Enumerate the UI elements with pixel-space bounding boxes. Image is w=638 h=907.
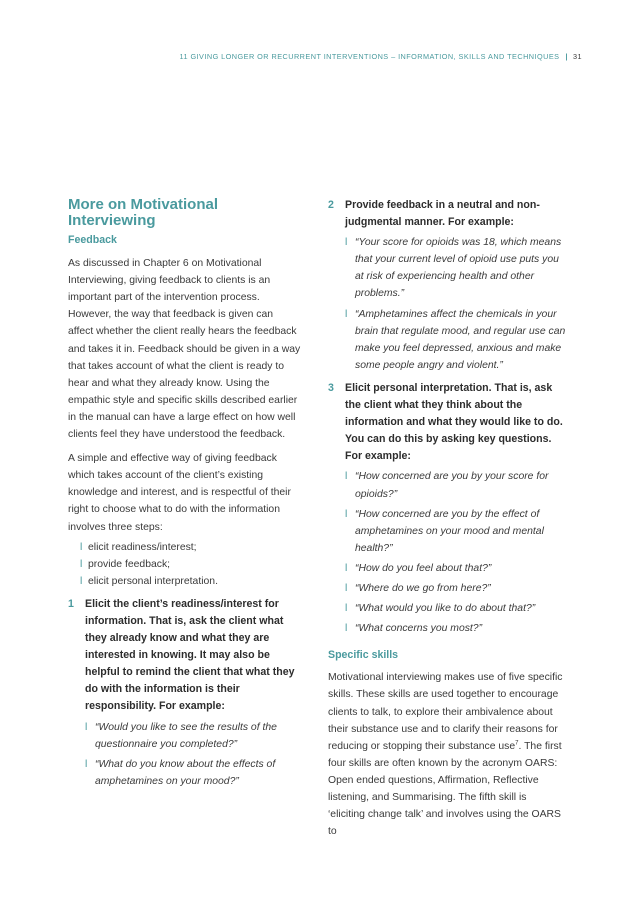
paragraph-three-steps: A simple and effective way of giving feedback which takes account of the client’s existing knowledge and interest, and is respectful of their right to choose what to do with the information involves three steps: xyxy=(68,453,291,533)
paragraph-feedback-intro: As discussed in Chapter 6 on Motivational Interviewing, giving feedback to clients is an important part of the intervention process. However, the way that feedback is given can affect whether the client really hears the feedback and takes it in. Feedback should be given in a way that takes account of what the client is ready to hear and what they already know. Using the empathic style and specific skills described earlier in the manual can have a large effect on how well clients feel they have understood the feedback. xyxy=(68,258,301,441)
bullet-icon: l xyxy=(345,603,348,615)
list-item-text: elicit personal interpretation. xyxy=(88,575,218,587)
quote-item xyxy=(85,719,301,753)
section-title-line-2: Interviewing xyxy=(68,212,156,229)
example-quotes xyxy=(85,719,301,790)
quote-item xyxy=(85,756,301,790)
right-column xyxy=(328,197,566,840)
item-body xyxy=(345,380,566,637)
list-item-text: elicit readiness/interest; xyxy=(88,541,197,553)
list-item xyxy=(68,573,301,590)
running-title: 11 GIVING LONGER OR RECURRENT INTERVENTIONS – INFORMATION, SKILLS AND TECHNIQUES xyxy=(179,52,560,61)
example-quotes xyxy=(345,468,566,637)
quote-text: “Your score for opioids was 18, which means that your current level of opioid use puts you at risk of experiencing health and other problems.” xyxy=(355,237,562,300)
quote-item xyxy=(345,506,566,557)
footnote-ref: 7 xyxy=(515,740,519,747)
example-quotes xyxy=(345,234,566,374)
subheading-specific-skills: Specific skills xyxy=(328,649,399,662)
subheading-feedback: Feedback xyxy=(68,234,117,246)
numbered-item-3 xyxy=(328,380,566,637)
bullet-icon: l xyxy=(345,582,348,594)
paragraph-specific-skills xyxy=(328,669,566,840)
quote-item xyxy=(345,306,566,374)
quote-item xyxy=(345,234,566,302)
item-heading: Elicit the client’s readiness/interest for information. That is, ask the client what they already know and what they are interested in knowing. It may also be helpful to remind the client that what they do with the information is their responsibility. For example: xyxy=(85,597,295,713)
bullet-icon: l xyxy=(80,575,83,587)
bullet-icon: l xyxy=(85,758,88,770)
header-separator: | xyxy=(565,52,568,61)
bullet-icon: l xyxy=(345,623,348,635)
item-heading: Provide feedback in a neutral and non-judgmental manner. For example: xyxy=(345,199,540,229)
numbered-item-2 xyxy=(328,197,566,374)
item-body xyxy=(345,197,566,374)
quote-text: “How do you feel about that?” xyxy=(355,562,492,574)
quote-text: “How concerned are you by the effect of amphetamines on your mood and mental health?” xyxy=(355,508,544,554)
bullet-icon: l xyxy=(345,508,348,520)
quote-text: “What concerns you most?” xyxy=(355,623,483,635)
quote-text: “What would you like to do about that?” xyxy=(355,603,536,615)
section-title xyxy=(68,197,301,229)
quote-text: “What do you know about the effects of amphetamines on your mood?” xyxy=(95,758,276,787)
item-number: 3 xyxy=(328,381,334,394)
bullet-icon: l xyxy=(80,558,83,570)
quote-item xyxy=(345,620,566,637)
skills-text-b: . The first four skills are often known by the acronym OARS: Open ended questions, Affirmation, Reflective listening, and Summarising. The fifth skill is ‘eliciting change talk’ and involves using the OARS to xyxy=(328,740,562,838)
item-heading: Elicit personal interpretation. That is, ask the client what they think about the information and what they would like to do. You can do this by asking key questions. For example: xyxy=(345,381,563,463)
quote-item xyxy=(345,468,566,502)
numbered-item-1 xyxy=(68,596,301,790)
quote-text: “Amphetamines affect the chemicals in your brain that regulate mood, and regular use can make you feel depressed, anxious and make some people angry and violent.” xyxy=(355,308,566,371)
list-item xyxy=(68,539,301,556)
quote-text: “How concerned are you by your score for opioids?” xyxy=(355,471,549,500)
item-body xyxy=(85,596,301,790)
left-column xyxy=(68,197,301,790)
quote-item xyxy=(345,580,566,597)
section-title-line-1: More on Motivational xyxy=(68,196,218,213)
page-number: 31 xyxy=(572,52,582,61)
quote-item xyxy=(345,600,566,617)
list-item xyxy=(68,556,301,573)
bullet-icon: l xyxy=(345,562,348,574)
bullet-icon: l xyxy=(345,308,348,320)
item-number: 1 xyxy=(68,597,74,610)
quote-text: “Would you like to see the results of the questionnaire you completed?” xyxy=(95,721,277,750)
steps-list xyxy=(68,539,301,590)
skills-text-a: Motivational interviewing makes use of five specific skills. These skills are used together to encourage clients to talk, to explore their ambivalence about their substance use and to clarify their reasons for reducing or stopping their substance use xyxy=(328,672,563,752)
bullet-icon: l xyxy=(345,237,348,249)
bullet-icon: l xyxy=(80,541,83,553)
item-number: 2 xyxy=(328,199,334,211)
quote-item xyxy=(345,560,566,577)
bullet-icon: l xyxy=(85,721,88,733)
running-header xyxy=(180,52,583,61)
bullet-icon: l xyxy=(345,471,348,483)
quote-text: “Where do we go from here?” xyxy=(355,582,491,594)
list-item-text: provide feedback; xyxy=(88,558,171,570)
